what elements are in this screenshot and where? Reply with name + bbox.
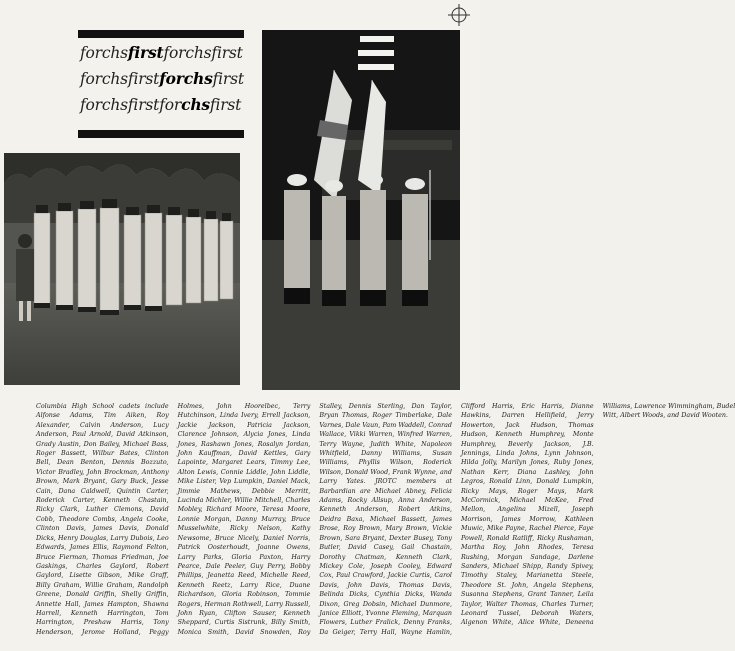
title-line-3: forchsfirstforchsfirst	[80, 95, 242, 114]
color-guard-photo	[262, 30, 460, 390]
title-line-2: forchsfirstforchsfirst	[80, 69, 244, 88]
title-line-1: forchsfirstforchsfirst	[80, 43, 243, 62]
title-bar-bottom	[78, 130, 244, 138]
title-bar-top	[78, 30, 244, 38]
cadet-formation-photo	[4, 153, 240, 385]
registration-mark-icon	[448, 4, 470, 26]
caption-text: Columbia High School cadets include Alfonse Adams, Tim Aiken, Roy Alexander, Calvin Anderson, Lucy Anderson, Paul Arnold, David Atkinson, Grady Austin, Don Bailey, Michael Bass, Roger Bassett, Wilbur Bates, Clinton Bell, Dean Benton, Dennis Bozzuto, Victor Bradley, John Brockman, Anthony Brown, Mark Bryant, Gary Buck, Jesse Cain, Dana Caldwell, Quintin Carter, Roderick Carter, Kenneth Chastain, Ricky Clark, Luther Clemons, David Cobb, Theodore Combs, Angela Cooke, Clinton Davis, James Davis, Donald Dicks, Henry Douglas, Larry Dubois, Leo Edwards, James Ellis, Raymond Felton, Bruce Fierman, Thomas Friedman, Joe Gaskings, Charles Gaylord, Robert Gaylord, Lisette Gibson, Mike Graff, Billy Graham, Willie Graham, Randolph Greene, Donald Griffin, Shelly Griffin, Annette Hall, James Hampton, Shawna Harrell, Kenneth Harrington, Tom Harrington, Preshaw Harris, Tony Henderson, Jerome Holland, Peggy Holmes, John Hoorelbec, Terry Hutchinson, Linda Ivery, Errell Jackson, Jackie Jackson, Patricia Jackson, Clarence Johnson, Alycia Jones, Linda Jones, Rashawn Jones, Rosalyn Jordan, John Kauffman, David Kettles, Gary Lapointe, Margaret Lears, Timmy Lee, Alton Lewis, Connie Liddle, John Liddle, Mike Lister, Vep Lumpkin, Daniel Mack, Jimmie Mathews, Debbie Merritt, Lucinda Michler, Willie Mitchell, Charles Mobley, Richard Moore, Teresa Moore, Lonnie Morgan, Danny Murray, Bruce Musselwhite, Ricky Nelson, Kathy Newsome, Bruce Nicely, Daniel Norris, Patrick Oosterhoudt, Joanne Owens, Larry Parks, Gloria Paxton, Harry Pearce, Dale Peeler, Guy Perry, Bobby Phillips, Jeanetta Reed, Michelle Reed, Kenneth Reetz, Larry Rice, Duane Richardson, Gloria Robinson, Tommie Rogers, Herman Rothwell, Larry Russell, John Ryan, Clifton Sauser, Kenneth Sheppard, Curtis Sistrunk, Billy Smith, Monica Smith, David Snowden, Roy Stalley, Dennis Sterling, Dan Taylor, Bryan Thomas, Roger Timberlake, Dale Varnes, Dale Vaun, Pam Waddell, Conrad Wallace, Vikki Warren, Winfred Warren, Terry Wayne, Judith White, Napoleon Whitfield, Danny Williams, Susan Williams, Phyllis Wilson, Roderick Wilson, Donald Wood, Frank Wynne, and Larry Yates. JROTC members at Barbardian are Michael Abney, Felicia Adams, Rocky Allsup, Anna Anderson, Kenneth Anderson, Robert Atkins, Deidra Baxa, Michael Bassett, James Brose, Roy Brown, Mary Brown, Vickie Brown, Sara Bryant, Dexter Busey, Tony Butler, David Casey, Gail Chastain, Dorothy Chatman, Kenneth Clark, Mickey Cole, Joseph Cooley, Edward Cox, Paul Crawford, Jackie Curtis, Carol Davis, John Davis, Thomas Davis, Belinda Dicks, Cynthia Dicks, Wanda Dixon, Greg Dobsin, Michael Dunmore, Janice Elliott, Yvonne Fleming, Marquan Flowers, Luther Fralick, Denny Franks, Da Geiger, Terry Hall, Wayne Hamlin, Clifford Harris, Eric Harris, Dianne Hawkins, Darren Hellifield, Jerry Howerton, Jack Hudson, Thomas Hudson, Kenneth Humphrey, Monte Humphrey, Beverly Jackson, J.B. Jennings, Linda Johns, Lynn Johnson, Hilda Jolly, Marilyn Jones, Ruby Jones, Nathan Kerr, Diana Lashley, John Legros, Ronald Linn, Donald Lumpkin, Ricky Mays, Roger Mays, Mark McCormick, Michael McKee, Fred Mellon, Angelina Mizell, Joseph Morrison, James Morrow, Kathleen Muwic, Mike Payne, Rachel Pierce, Faye Powell, Ronald Ratliff, Ricky Rushaman, Martha Roy, John Rhodes, Teresa Rushing, Morgan Sandage, Darlene Sanders, Michael Shipp, Randy Spivey, Timothy Staley, Marianetta Steele, Theodore St. John, Angela Stephens, Susanna Stephens, Grant Tanner, Leila Taylor, Walter Thomas, Charles Turner, Leonard Tussel, Deborah Waters, Algenon White, Alice White, Deneena Williams, Lawrence Wimmingham, Budel Witt, Albert Woods, and David Wooten.	[36, 403, 735, 636]
section-title	[78, 30, 244, 152]
